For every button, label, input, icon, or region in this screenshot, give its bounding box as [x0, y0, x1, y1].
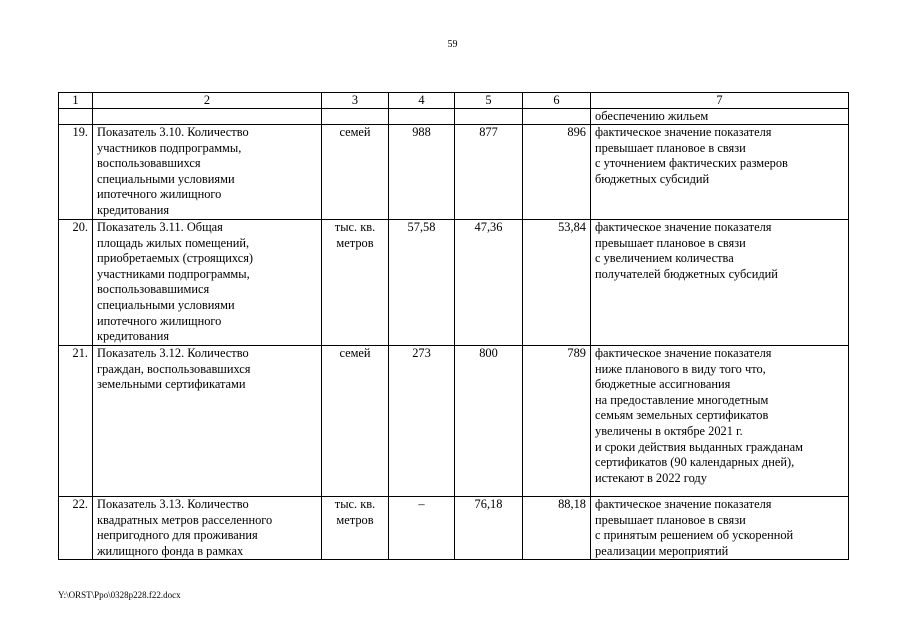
indicator-name	[93, 125, 322, 220]
unit-of-measure	[322, 497, 389, 560]
header-cell: 3	[322, 93, 389, 109]
value-col5: 76,18	[455, 497, 523, 560]
cell-text-line: превышает плановое в связи	[595, 140, 746, 155]
cell-text-line: метров	[336, 512, 374, 527]
header-cell: 5	[455, 93, 523, 109]
explanation-note	[591, 346, 849, 497]
cell-text-line: воспользовавшимися	[97, 282, 210, 297]
cell-text-line: превышает плановое в связи	[595, 512, 746, 527]
explanation-note	[591, 125, 849, 220]
value-col6: 53,84	[523, 220, 591, 346]
cell-text-line: с принятым решением об ускоренной	[595, 528, 794, 543]
indicator-name	[93, 220, 322, 346]
cell-text-line: тыс. кв.	[334, 497, 376, 511]
table-header-row	[59, 93, 849, 109]
cell-text-line: превышает плановое в связи	[595, 235, 746, 250]
cell-text-line: и сроки действия выданных гражданам	[595, 439, 803, 454]
value-col5: 877	[455, 125, 523, 220]
cell-text-line: бюджетных субсидий	[595, 171, 710, 186]
value-col6: 896	[523, 125, 591, 220]
cell-text-line: на предоставление многодетным	[595, 392, 769, 407]
cell-text-line: Показатель 3.12. Количество	[97, 346, 249, 360]
page-number: 59	[447, 39, 458, 50]
carry-over-note: обеспечению жильем	[591, 109, 849, 125]
cell-text-line: кредитования	[97, 329, 170, 344]
cell-text-line: Показатель 3.13. Количество	[97, 497, 249, 511]
cell-text-line: воспользовавшихся	[97, 156, 201, 171]
cell-text-line: семей	[339, 125, 371, 139]
cell-text-line: увеличены в октябре 2021 г.	[595, 423, 743, 438]
cell-text-line: фактическое значение показателя	[595, 125, 772, 139]
file-path: Y:\ORST\Ppo\0328p228.f22.docx	[58, 590, 181, 600]
cell-text-line: фактическое значение показателя	[595, 497, 772, 511]
table-row	[59, 346, 849, 497]
cell-text-line: метров	[336, 235, 374, 250]
carry-over-row	[59, 109, 849, 125]
table-row	[59, 497, 849, 560]
cell-text-line: жилищного фонда в рамках	[97, 543, 244, 558]
cell-text-line: участников подпрограммы,	[97, 140, 242, 155]
cell-text-line: реализации мероприятий	[595, 543, 729, 558]
header-cell: 6	[523, 93, 591, 109]
cell-text-line: ниже планового в виду того что,	[595, 361, 766, 376]
cell-text-line: приобретаемых (строящихся)	[97, 251, 254, 266]
value-col6: 789	[523, 346, 591, 497]
cell-text-line: семьям земельных сертификатов	[595, 408, 769, 423]
explanation-note	[591, 220, 849, 346]
value-col4: 988	[389, 125, 455, 220]
cell-text-line: с увеличением количества	[595, 251, 734, 266]
cell-text-line: специальными условиями	[97, 297, 235, 312]
unit-of-measure	[322, 220, 389, 346]
cell-text-line: ипотечного жилищного	[97, 313, 222, 328]
row-number: 22.	[59, 497, 93, 560]
cell-text-line: земельными сертификатами	[97, 377, 246, 392]
indicator-table	[58, 92, 849, 560]
value-col6: 88,18	[523, 497, 591, 560]
header-cell: 2	[93, 93, 322, 109]
cell-text-line: квадратных метров расселенного	[97, 512, 273, 527]
cell-text-line: участниками подпрограммы,	[97, 266, 250, 281]
cell-text-line: фактическое значение показателя	[595, 220, 772, 234]
unit-of-measure	[322, 346, 389, 497]
cell-text-line: с уточнением фактических размеров	[595, 156, 788, 171]
header-cell: 4	[389, 93, 455, 109]
row-number: 21.	[59, 346, 93, 497]
cell-text-line: сертификатов (90 календарных дней),	[595, 455, 795, 470]
value-col5: 47,36	[455, 220, 523, 346]
indicator-name	[93, 346, 322, 497]
value-col4: –	[389, 497, 455, 560]
cell-text-line: специальными условиями	[97, 171, 235, 186]
table-row	[59, 125, 849, 220]
cell-text-line: кредитования	[97, 202, 170, 217]
value-col4: 57,58	[389, 220, 455, 346]
value-col5: 800	[455, 346, 523, 497]
cell-text-line: площадь жилых помещений,	[97, 235, 250, 250]
cell-text-line: граждан, воспользовавшихся	[97, 361, 251, 376]
row-number: 20.	[59, 220, 93, 346]
header-cell: 7	[591, 93, 849, 109]
value-col4: 273	[389, 346, 455, 497]
cell-text-line: непригодного для проживания	[97, 528, 258, 543]
cell-text-line: Показатель 3.10. Количество	[97, 125, 249, 139]
cell-text-line: бюджетные ассигнования	[595, 377, 731, 392]
cell-text-line: тыс. кв.	[334, 220, 376, 234]
indicator-name	[93, 497, 322, 560]
cell-text-line: получателей бюджетных субсидий	[595, 266, 778, 281]
cell-text-line: семей	[339, 346, 371, 360]
cell-text-line: истекают в 2022 году	[595, 470, 707, 485]
row-number: 19.	[59, 125, 93, 220]
cell-text-line: фактическое значение показателя	[595, 346, 772, 360]
cell-text-line: ипотечного жилищного	[97, 187, 222, 202]
header-cell: 1	[59, 93, 93, 109]
table-row	[59, 220, 849, 346]
cell-text-line: Показатель 3.11. Общая	[97, 220, 223, 234]
unit-of-measure	[322, 125, 389, 220]
explanation-note	[591, 497, 849, 560]
